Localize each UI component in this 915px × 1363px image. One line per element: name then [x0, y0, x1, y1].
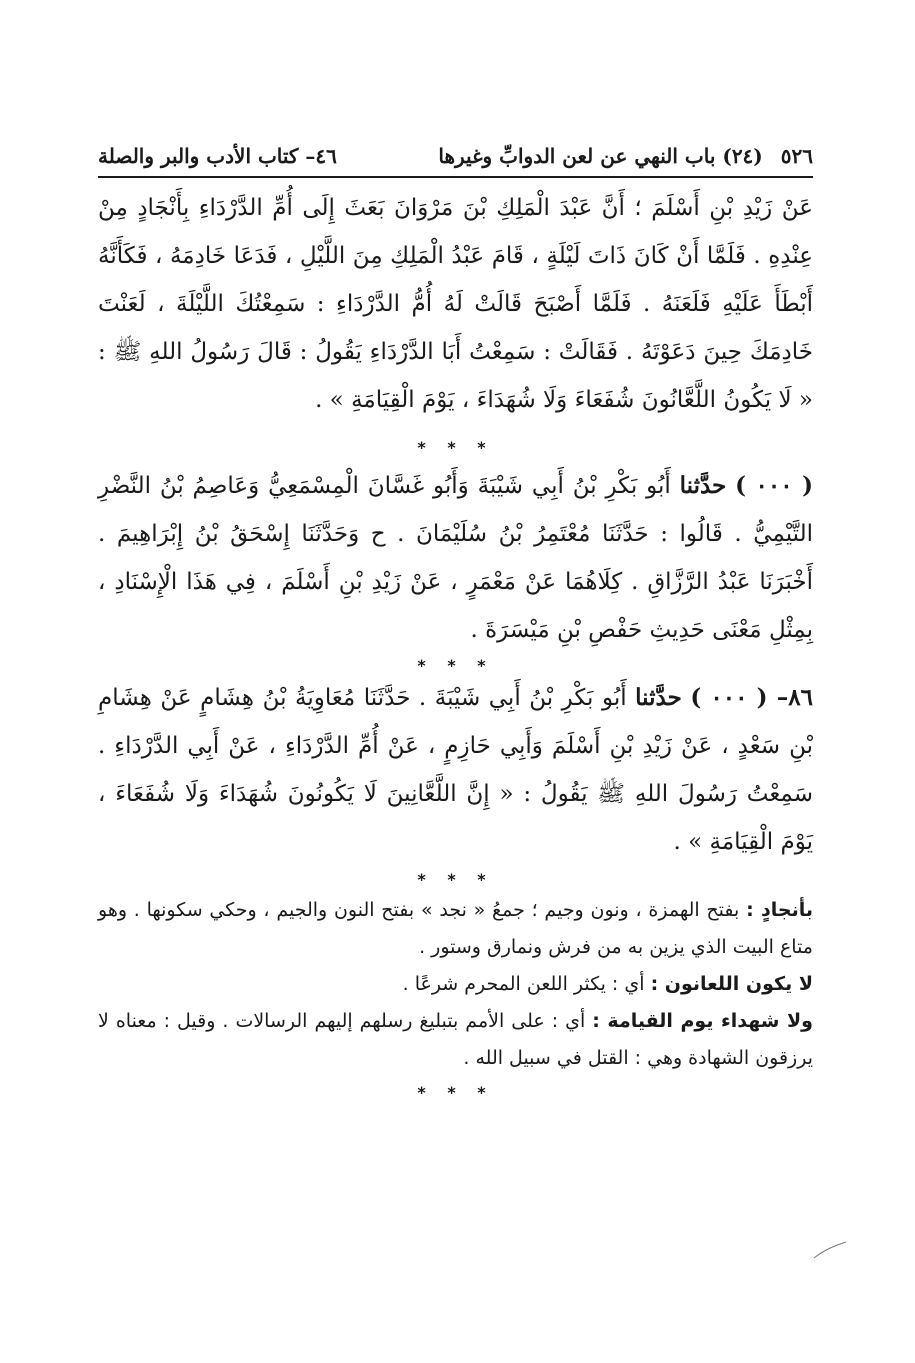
hadith-number: ٨٦– ( ٠٠٠ ) — [690, 684, 813, 711]
chapter-title: (٢٤) باب النهي عن لعن الدوابِّ وغيرها — [438, 144, 763, 168]
section-separator: * * * — [417, 438, 494, 457]
page-number: ٥٢٦ — [780, 144, 813, 168]
note-term: بأنجادٍ : — [746, 899, 813, 921]
section-separator: * * * — [417, 656, 494, 675]
hadith-text: أَبُو بَكْرِ بْنُ أَبِي شَيْبَةَ . حَدَّثَنَا مُعَاوِيَةُ بْنُ هِشَامٍ عَنْ هِشَامِ بْنِ سَعْدٍ ، عَنْ زَيْدِ بْنِ أَسْلَمَ وَأَبِي حَازِمٍ ، عَنْ أُمِّ الدَّرْدَاءِ ، عَنْ أَبِي الدَّرْدَاءِ . سَمِعْتُ رَسُولَ اللهِ ﷺ يَقُولُ : « إِنَّ اللَّعَّانِينَ لَا يَكُونُونَ شُهَدَاءَ وَلَا شُفَعَاءَ ، يَوْمَ الْقِيَامَةِ » . — [98, 685, 813, 855]
book-page — [98, 138, 813, 1101]
section-separator: * * * — [417, 1083, 494, 1102]
narration-keyword: حدَّثنا — [679, 472, 727, 499]
hadith-paragraph — [98, 462, 813, 654]
note-item — [98, 1003, 813, 1077]
note-item — [98, 966, 813, 1003]
note-text: أي : يكثر اللعن المحرم شرعًا . — [402, 973, 651, 995]
hadith-text-continuation: عَنْ زَيْدِ بْنِ أَسْلَمَ ؛ أَنَّ عَبْدَ الْمَلِكِ بْنَ مَرْوَانَ بَعَثَ إِلَى أُمِّ الدَّرْدَاءِ بِأَنْجَادٍ مِنْ عِنْدِهِ . فَلَمَّا أَنْ كَانَ ذَاتَ لَيْلَةٍ ، قَامَ عَبْدُ الْمَلِكِ مِنَ اللَّيْلِ ، فَدَعَا خَادِمَهُ ، فَكَأَنَّهُ أَبْطَأَ عَلَيْهِ فَلَعَنَهُ . فَلَمَّا أَصْبَحَ قَالَتْ لَهُ أُمُّ الدَّرْدَاءِ : سَمِعْتُكَ اللَّيْلَةَ ، لَعَنْتَ خَادِمَكَ حِينَ دَعَوْتَهُ . فَقَالَتْ : سَمِعْتُ أَبَا الدَّرْدَاءِ يَقُولُ : قَالَ رَسُولُ اللهِ ﷺ : « لَا يَكُونُ اللَّعَّانُونَ شُفَعَاءَ وَلَا شُهَدَاءَ ، يَوْمَ الْقِيَامَةِ » . — [98, 195, 813, 413]
header-right — [432, 144, 813, 168]
scan-mark-decoration — [812, 1240, 848, 1260]
note-term: ولا شهداء يوم القيامة : — [592, 1010, 813, 1032]
hadith-number: ( ٠٠٠ ) — [735, 472, 814, 499]
note-term: لا يكون اللعانون : — [650, 973, 813, 995]
explanatory-notes — [98, 892, 813, 1077]
hadith-paragraph — [98, 674, 813, 866]
narration-keyword: حدَّثنا — [635, 684, 682, 711]
note-item — [98, 892, 813, 966]
book-title: ٤٦– كتاب الأدب والبر والصلة — [98, 144, 337, 168]
section-separator: * * * — [417, 870, 494, 889]
note-text: أي : على الأمم بتبليغ رسلهم إليهم الرسالات . وقيل : معناه لا يرزقون الشهادة وهي : القتل في سبيل الله . — [98, 1010, 813, 1069]
page-header — [98, 138, 813, 178]
hadith-text: أَبُو بَكْرِ بْنُ أَبِي شَيْبَةَ وَأَبُو غَسَّانَ الْمِسْمَعِيُّ وَعَاصِمُ بْنُ النَّضْرِ التَّيْمِيُّ . قَالُوا : حَدَّثَنَا مُعْتَمِرُ بْنُ سُلَيْمَانَ . ح وَحَدَّثَنَا إِسْحَقُ بْنُ إِبْرَاهِيمَ . أَخْبَرَنَا عَبْدُ الرَّزَّاقِ . كِلَاهُمَا عَنْ مَعْمَرٍ ، عَنْ زَيْدِ بْنِ أَسْلَمَ ، فِي هَذَا الْإِسْنَادِ ، بِمِثْلِ مَعْنَى حَدِيثِ حَفْصِ بْنِ مَيْسَرَةَ . — [98, 473, 813, 643]
note-text: بفتح الهمزة ، ونون وجيم ؛ جمعُ « نجد » بفتح النون والجيم ، وحكي سكونها . وهو متاع البيت الذي يزين به من فرش ونمارق وستور . — [98, 899, 813, 958]
